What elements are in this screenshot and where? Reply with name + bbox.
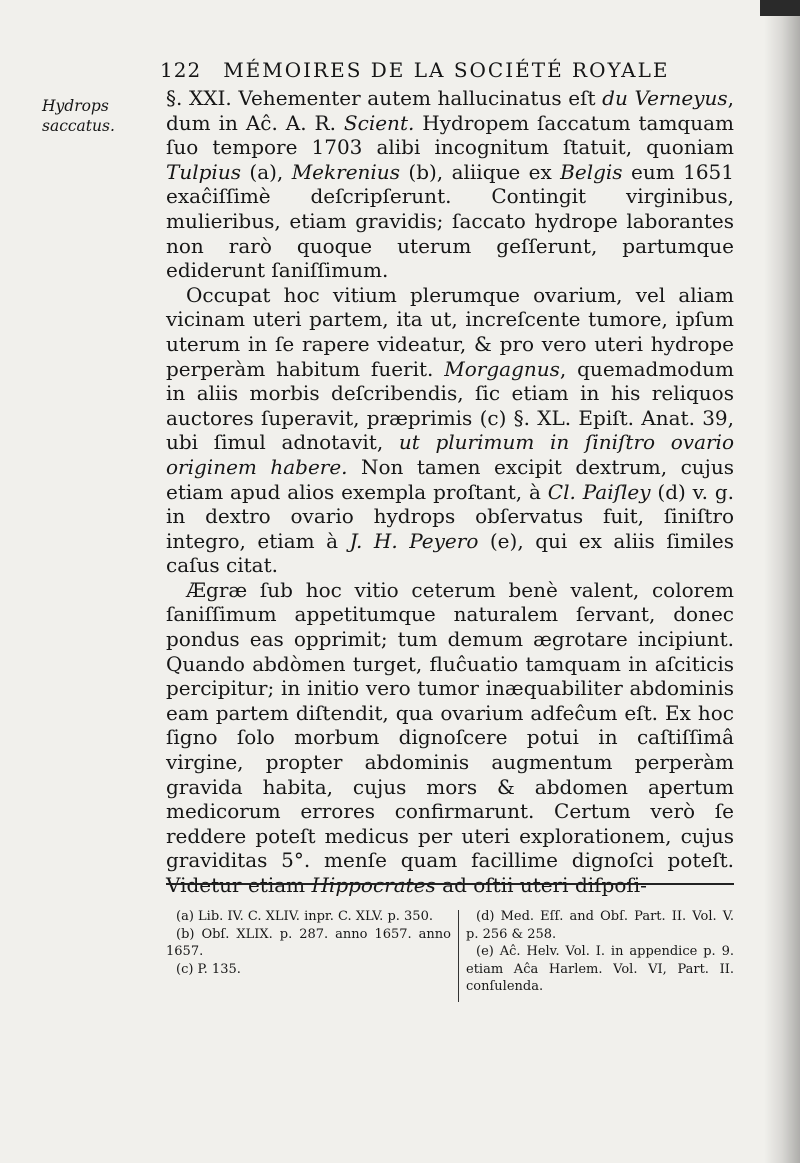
- italic-name: du Verneyus: [602, 86, 728, 110]
- footnotes-left: [166, 908, 451, 978]
- text-run: (e), qui ex aliis ſimiles caſus citat.: [166, 528, 734, 578]
- italic-name: J. H. Peyero: [349, 528, 479, 553]
- italic-name: Tulpius: [166, 159, 241, 184]
- text-run: Occupat hoc vitium plerumque ovarium, vel aliam vicinam uteri partem, ita ut, increſcente tumore, ipſum uterum in ſe rapere videatur, & pro vero uteri hydrope perperàm habitum fuerit.: [166, 282, 734, 381]
- italic-name: Belgis: [560, 159, 623, 184]
- italic-quote: ut plurimum in ſiniſtro ovario originem habere.: [166, 430, 734, 479]
- text-run: Hydropem ſaccatum tamquam ſuo tempore 1703 alibi incognitum ſtatuit, quoniam: [166, 110, 734, 160]
- footnote-d: (d) Med. Eſſ. and Obſ. Part. II. Vol. V. p. 256 & 258.: [466, 909, 734, 942]
- section-mark: §. XXI.: [166, 86, 232, 110]
- text-run: , quemadmodum in aliis morbis deſcribendis, ſic etiam in his reliquos auctores ſuperavit, præprimis (c) §. XL. Epiſt. Anat. 39, ubi ſimul adnotavit,: [166, 356, 734, 455]
- text-run: ad oſtii uteri diſpoſi-: [435, 873, 647, 897]
- italic-name: Cl. Paiſley: [547, 479, 651, 504]
- footnote-a: (a) Lib. IV. C. XLIV. inpr. C. XLV. p. 350.: [176, 909, 433, 924]
- footnote-b: (b) Obſ. XLIX. p. 287. anno 1657. anno 1657.: [166, 926, 451, 960]
- footnote-column-divider: [458, 910, 459, 1002]
- text-run: (b), aliique ex: [399, 159, 561, 184]
- page-edge-shadow: [764, 0, 800, 1163]
- paragraph-2: [166, 283, 734, 578]
- paragraph-1: [166, 86, 734, 283]
- margin-note: Hydrops saccatus.: [42, 97, 115, 135]
- footnote-rule: [166, 883, 734, 885]
- footnotes-right: [466, 908, 734, 996]
- text-run: eum 1651 exaĉiſſimè deſcripſerunt. Contingit virginibus, mulieribus, etiam gravidis; ſaccato hydrope laborantes non rarò quoque uterum geſſerunt, partumque ediderunt ſaniſſimum.: [166, 159, 734, 283]
- text-run: (a),: [240, 159, 292, 184]
- text-run: Vehementer autem hallucinatus eſt: [231, 86, 603, 110]
- text-run: Ægræ ſub hoc vitio ceterum benè valent, colorem ſaniſſimum appetitumque naturalem ſervant, donec pondus eas opprimit; tum demum ægrotare incipiunt. Quando abdòmen turget, fluĉuatio tamquam in aſciticis percipitur; in initio vero tumor inæquabiliter abdominis eam partem diſtendit, qua ovarium adfeĉum eſt. Ex hoc ſigno ſolo morbum dignoſcere potui in caſtiſſimâ virgine, propter abdominis augmentum perperàm gravida habita, cujus mors & abdomen apertum medicorum errores confirmarunt. Certum verò ſe reddere poteſt medicus per uteri explorationem, cujus graviditas 5°. menſe quam facillime dignoſci poteſt. Videtur etiam: [166, 577, 734, 897]
- running-title: MÉMOIRES DE LA SOCIÉTÉ ROYALE: [223, 58, 670, 82]
- text-run: Non tamen excipit dextrum, cujus etiam apud alios exempla proſtant, à: [166, 454, 735, 504]
- main-text: [166, 86, 734, 898]
- footnote-e: (e) Aĉ. Helv. Vol. I. in appendice p. 9. etiam Aĉa Harlem. Vol. VI, Part. II. conſulenda.: [466, 944, 734, 995]
- italic-name: Scient.: [343, 110, 415, 135]
- running-header: [160, 58, 690, 82]
- paragraph-3: [166, 578, 734, 898]
- italic-name: Morgagnus: [444, 356, 560, 381]
- text-run: (d) v. g. in dextro ovario hydrops obſervatus fuit, ſiniſtro integro, etiam à: [166, 479, 734, 553]
- page-corner-shadow: [760, 0, 800, 16]
- footnote-c: (c) P. 135.: [176, 961, 241, 977]
- italic-name: Hippocrates: [311, 873, 436, 897]
- italic-name: Mekrenius: [291, 159, 400, 184]
- text-run: , dum in Aĉ. A. R.: [166, 86, 734, 135]
- page-number: 122: [160, 58, 202, 82]
